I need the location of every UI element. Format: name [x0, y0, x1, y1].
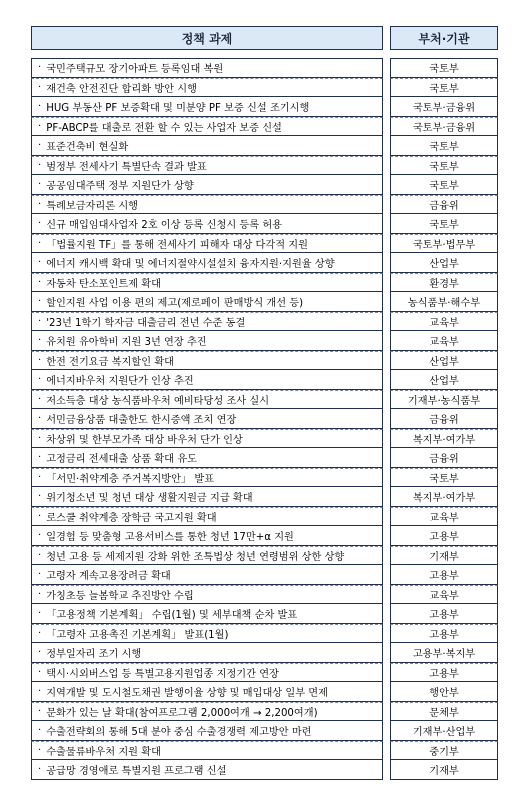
- policy-text: 공급망 경영애로 특별지원 프로그램 신설: [46, 765, 227, 777]
- ministry-cell: 복지부·여가부: [390, 487, 498, 507]
- ministry-cell: 중기부: [390, 741, 498, 761]
- policy-text: 할인지원 사업 이용 편의 제고(제로페이 판매방식 개선 등): [46, 297, 304, 309]
- policy-row: [31, 234, 383, 254]
- ministry-cell: 고용부: [390, 663, 498, 683]
- ministry-cell: 국토부·금융위: [390, 97, 498, 117]
- bullet-marker: ·: [38, 607, 42, 619]
- policy-text: 자동차 탄소포인트제 확대: [46, 278, 161, 290]
- policy-row: [31, 58, 383, 78]
- policy-row: [31, 526, 383, 546]
- policy-row: [31, 273, 383, 293]
- bullet-marker: ·: [38, 295, 42, 307]
- policy-text: 수출전략회의 통해 5대 분야 중심 수출경쟁력 제고방안 마련: [46, 726, 312, 738]
- policy-text: 청년 고용 등 세제지원 강화 위한 조특법상 청년 연령범위 상한 상향: [46, 551, 345, 563]
- policy-row: [31, 604, 383, 624]
- bullet-marker: ·: [38, 276, 42, 288]
- ministry-cell: 농식품부·해수부: [390, 292, 498, 312]
- policy-row: [31, 643, 383, 663]
- policy-row: [31, 156, 383, 176]
- bullet-marker: ·: [38, 646, 42, 658]
- ministry-cell: 국토부·법무부: [390, 234, 498, 254]
- policy-text: 국민주택규모 장기아파트 등록임대 복원: [46, 64, 224, 76]
- policy-text: 「고용정책 기본계획」 수립(1월) 및 세부대책 순차 발표: [46, 609, 298, 621]
- bullet-marker: ·: [38, 217, 42, 229]
- ministry-cell: 교육부: [390, 331, 498, 351]
- ministry-cell: 산업부: [390, 370, 498, 390]
- ministry-cell: 기재부: [390, 760, 498, 780]
- policy-text: 수출물류바우처 지원 확대: [46, 746, 161, 758]
- policy-row: [31, 741, 383, 761]
- ministry-cell: 행안부: [390, 682, 498, 702]
- bullet-marker: ·: [38, 198, 42, 210]
- policy-text: 신규 매입임대사업자 2호 이상 등록 신청시 등록 허용: [46, 219, 282, 231]
- policy-text: HUG 부동산 PF 보증확대 및 미분양 PF 보증 신설 조기시행: [46, 102, 310, 114]
- policy-text: 「고령자 고용촉진 기본계획」 발표(1월): [46, 629, 229, 641]
- bullet-marker: ·: [38, 529, 42, 541]
- bullet-marker: ·: [38, 81, 42, 93]
- policy-text: 한전 전기요금 복지할인 확대: [46, 356, 174, 368]
- bullet-marker: ·: [38, 568, 42, 580]
- policy-text: 범정부 전세사기 특별단속 결과 발표: [46, 161, 207, 173]
- bullet-marker: ·: [38, 334, 42, 346]
- bullet-marker: ·: [38, 393, 42, 405]
- ministry-cell: 금융위: [390, 195, 498, 215]
- bullet-marker: ·: [38, 549, 42, 561]
- policy-row: [31, 721, 383, 741]
- policy-text: 표준건축비 현실화: [46, 141, 129, 153]
- policy-row: [31, 312, 383, 332]
- policy-text: 지역개발 및 도시철도채권 발행이율 상향 및 매입대상 일부 면제: [46, 687, 328, 699]
- policy-row: [31, 351, 383, 371]
- policy-row: [31, 429, 383, 449]
- policy-row: [31, 546, 383, 566]
- policy-row: [31, 409, 383, 429]
- ministry-cell: 기재부·농식품부: [390, 390, 498, 410]
- ministry-cell: 산업부: [390, 351, 498, 371]
- policy-text: 저소득층 대상 농식품바우처 예비타당성 조사 실시: [46, 395, 270, 407]
- policy-row: [31, 682, 383, 702]
- bullet-marker: ·: [38, 256, 42, 268]
- policy-text: 재건축 안전진단 합리화 방안 시행: [46, 83, 197, 95]
- policy-row: [31, 585, 383, 605]
- ministry-cell: 문체부: [390, 702, 498, 722]
- ministry-cell: 금융위: [390, 409, 498, 429]
- policy-row: [31, 253, 383, 273]
- policy-text: 택시·시외버스업 등 특별고용지원업종 지정기간 연장: [46, 668, 279, 680]
- policy-text: 고정금리 전세대출 상품 확대 유도: [46, 453, 197, 465]
- policy-row: [31, 565, 383, 585]
- bullet-marker: ·: [38, 627, 42, 639]
- policy-row: [31, 195, 383, 215]
- policy-row: [31, 117, 383, 137]
- ministry-cell: 국토부: [390, 58, 498, 78]
- policy-text: '23년 1학기 학자금 대출금리 전년 수준 동결: [46, 317, 246, 329]
- ministry-cell: 금융위: [390, 448, 498, 468]
- bullet-marker: ·: [38, 666, 42, 678]
- bullet-marker: ·: [38, 237, 42, 249]
- policy-row: [31, 624, 383, 644]
- policy-row: [31, 702, 383, 722]
- bullet-marker: ·: [38, 354, 42, 366]
- policy-row: [31, 78, 383, 98]
- bullet-marker: ·: [38, 139, 42, 151]
- policy-row: [31, 214, 383, 234]
- policy-text: 로스쿨 취약계층 장학금 국고지원 확대: [46, 512, 217, 524]
- header-ministry: 부처·기관: [390, 26, 498, 50]
- policy-text: 차상위 및 한부모가족 대상 바우처 단가 인상: [46, 434, 243, 446]
- bullet-marker: ·: [38, 705, 42, 717]
- bullet-marker: ·: [38, 724, 42, 736]
- bullet-marker: ·: [38, 588, 42, 600]
- policy-row: [31, 390, 383, 410]
- ministry-cell: 교육부: [390, 585, 498, 605]
- ministry-cell: 교육부: [390, 312, 498, 332]
- bullet-marker: ·: [38, 373, 42, 385]
- policy-text: 「법률지원 TF」를 통해 전세사기 피해자 대상 다각적 지원: [46, 239, 308, 251]
- policy-row: [31, 97, 383, 117]
- policy-text: 「서민·취약계층 주거복지방안」 발표: [46, 473, 215, 485]
- bullet-marker: ·: [38, 178, 42, 190]
- bullet-marker: ·: [38, 412, 42, 424]
- ministry-cell: 국토부: [390, 156, 498, 176]
- policy-text: 일경험 등 맞춤형 고용서비스를 통한 청년 17만+α 지원: [46, 531, 294, 543]
- policy-row: [31, 370, 383, 390]
- ministry-cell: 고용부: [390, 604, 498, 624]
- ministry-cell: 고용부: [390, 624, 498, 644]
- policy-row: [31, 487, 383, 507]
- ministry-cell: 국토부: [390, 468, 498, 488]
- ministry-cell: 고용부·복지부: [390, 643, 498, 663]
- ministry-cell: 교육부: [390, 507, 498, 527]
- policy-text: 위기청소년 및 청년 대상 생활지원금 지급 확대: [46, 492, 253, 504]
- bullet-marker: ·: [38, 490, 42, 502]
- ministry-cell: 고용부: [390, 526, 498, 546]
- bullet-marker: ·: [38, 315, 42, 327]
- ministry-cell: 고용부: [390, 565, 498, 585]
- bullet-marker: ·: [38, 451, 42, 463]
- header-policy: 정책 과제: [31, 26, 383, 50]
- bullet-marker: ·: [38, 432, 42, 444]
- policy-text: 서민금융상품 대출한도 한시증액 조치 연장: [46, 414, 237, 426]
- policy-row: [31, 331, 383, 351]
- policy-text: 문화가 있는 날 확대(참여프로그램 2,000여개 → 2,200여개): [46, 707, 318, 719]
- bullet-marker: ·: [38, 744, 42, 756]
- policy-row: [31, 468, 383, 488]
- policy-row: [31, 448, 383, 468]
- policy-text: PF-ABCP를 대출로 전환 할 수 있는 사업자 보증 신설: [46, 122, 282, 134]
- bullet-marker: ·: [38, 685, 42, 697]
- policy-row: [31, 760, 383, 780]
- bullet-marker: ·: [38, 471, 42, 483]
- ministry-cell: 국토부: [390, 214, 498, 234]
- policy-row: [31, 175, 383, 195]
- ministry-cell: 국토부: [390, 175, 498, 195]
- policy-row: [31, 663, 383, 683]
- bullet-marker: ·: [38, 120, 42, 132]
- policy-text: 에너지 캐시백 확대 및 에너지절약시설설치 융자지원·지원율 상향: [46, 258, 335, 270]
- ministry-column: [390, 58, 498, 780]
- ministry-cell: 산업부: [390, 253, 498, 273]
- policy-column: [31, 58, 383, 780]
- ministry-cell: 기재부·산업부: [390, 721, 498, 741]
- policy-text: 가칭초등 늘봄학교 추진방안 수립: [46, 590, 194, 602]
- policy-text: 에너지바우처 지원단가 인상 추진: [46, 375, 194, 387]
- policy-text: 정부일자리 조기 시행: [46, 648, 142, 660]
- policy-row: [31, 136, 383, 156]
- policy-text: 고령자 계속고용장려금 확대: [46, 570, 171, 582]
- ministry-cell: 환경부: [390, 273, 498, 293]
- ministry-cell: 국토부: [390, 78, 498, 98]
- bullet-marker: ·: [38, 62, 42, 74]
- ministry-cell: 기재부: [390, 546, 498, 566]
- bullet-marker: ·: [38, 100, 42, 112]
- policy-text: 공공임대주택 정부 지원단가 상향: [46, 180, 194, 192]
- policy-row: [31, 507, 383, 527]
- bullet-marker: ·: [38, 159, 42, 171]
- policy-text: 특례보금자리론 시행: [46, 200, 138, 212]
- bullet-marker: ·: [38, 510, 42, 522]
- ministry-cell: 국토부: [390, 136, 498, 156]
- policy-text: 유치원 유아학비 지원 3년 연장 추진: [46, 336, 207, 348]
- bullet-marker: ·: [38, 763, 42, 775]
- ministry-cell: 국토부·금융위: [390, 117, 498, 137]
- policy-row: [31, 292, 383, 312]
- ministry-cell: 복지부·여가부: [390, 429, 498, 449]
